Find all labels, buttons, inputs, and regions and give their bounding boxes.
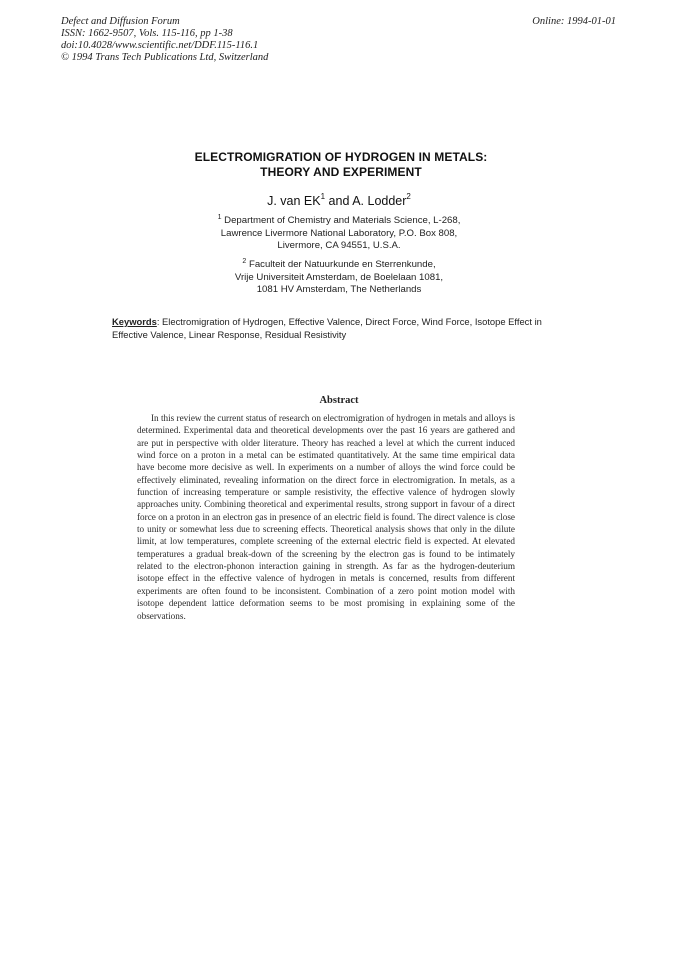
author-1: J. van EK <box>267 194 321 209</box>
journal-copyright: © 1994 Trans Tech Publications Ltd, Switzerland <box>61 52 269 63</box>
author-2-affil-mark: 2 <box>406 192 411 201</box>
abstract-heading: Abstract <box>319 395 359 406</box>
title-line-2: THEORY AND EXPERIMENT <box>260 165 422 179</box>
affiliation-2-mark: 2 <box>242 258 247 265</box>
title-line-1: ELECTROMIGRATION OF HYDROGEN IN METALS: <box>194 150 488 164</box>
affiliation-1-mark: 1 <box>217 214 222 221</box>
authors <box>0 193 678 208</box>
keywords-label: Keywords <box>112 316 157 327</box>
journal-name: Defect and Diffusion Forum <box>61 16 180 27</box>
abstract-body: In this review the current status of research on electromigration of hydrogen in metals and alloys is determined. Experimental data and theoretical developments over the past 16 years are gathered and are put in perspective with older literature. Theory has reached a level at which the current induced wind force on a proton in a metal can be estimated quantitatively. At the same time empirical data have become more decisive as well. In experiments on a number of alloys the wind force could be effectively eliminated, revealing information on the direct force in electromigration. In metals, as a function of increasing temperature or sample resistivity, the effective valence of hydrogen slowly approaches unity. Combining theoretical and experimental results, strong support in favour of a direct force on a proton in an electron gas in presence of an electric field is found. The direct valence is close to unity or somewhat less due to screening effects. Theoretical analysis shows that only in the dilute limit, at low temperatures, complete screening of the external electric field is expected. At elevated temperatures a gradual break-down of the screening by the electron gas is found to be intimately related to the electron-phonon interaction gaining in strength. As far as the hydrogen-deuterium isotope effect in the effective valence of hydrogen in metals is concerned, results from different experiments are often found to be inconsistent. Combination of a zero point motion model with isotope dependent lattice deformation seems to be most promising in explaining some of the observations. <box>137 413 515 621</box>
affiliation-2-line-2: Vrije Universiteit Amsterdam, de Boelelaan 1081, <box>234 271 444 283</box>
affiliation-2 <box>0 256 678 297</box>
journal-doi: doi:10.4028/www.scientific.net/DDF.115-116.1 <box>61 40 259 51</box>
author-connector: and <box>328 194 350 209</box>
affiliation-1 <box>0 212 678 253</box>
affiliation-2-line-1: Faculteit der Natuurkunde en Sterrenkunde, <box>248 259 436 271</box>
affiliation-1-line-3: Livermore, CA 94551, U.S.A. <box>277 240 401 252</box>
affiliation-1-line-1: Department of Chemistry and Materials Science, L-268, <box>224 215 461 227</box>
journal-issn: ISSN: 1662-9507, Vols. 115-116, pp 1-38 <box>61 28 233 39</box>
affiliation-2-line-3: 1081 HV Amsterdam, The Netherlands <box>256 284 422 296</box>
keywords <box>112 316 552 341</box>
online-date: Online: 1994-01-01 <box>532 16 616 27</box>
journal-header <box>61 16 268 64</box>
affiliation-1-line-2: Lawrence Livermore National Laboratory, P.O. Box 808, <box>220 227 458 239</box>
keywords-text: : Electromigration of Hydrogen, Effective Valence, Direct Force, Wind Force, Isotope Effect in Effective Valence, Linear Response, Residual Resistivity <box>112 316 542 340</box>
author-1-affil-mark: 1 <box>320 192 326 201</box>
paper-title <box>0 150 678 180</box>
author-2: A. Lodder <box>352 194 407 209</box>
